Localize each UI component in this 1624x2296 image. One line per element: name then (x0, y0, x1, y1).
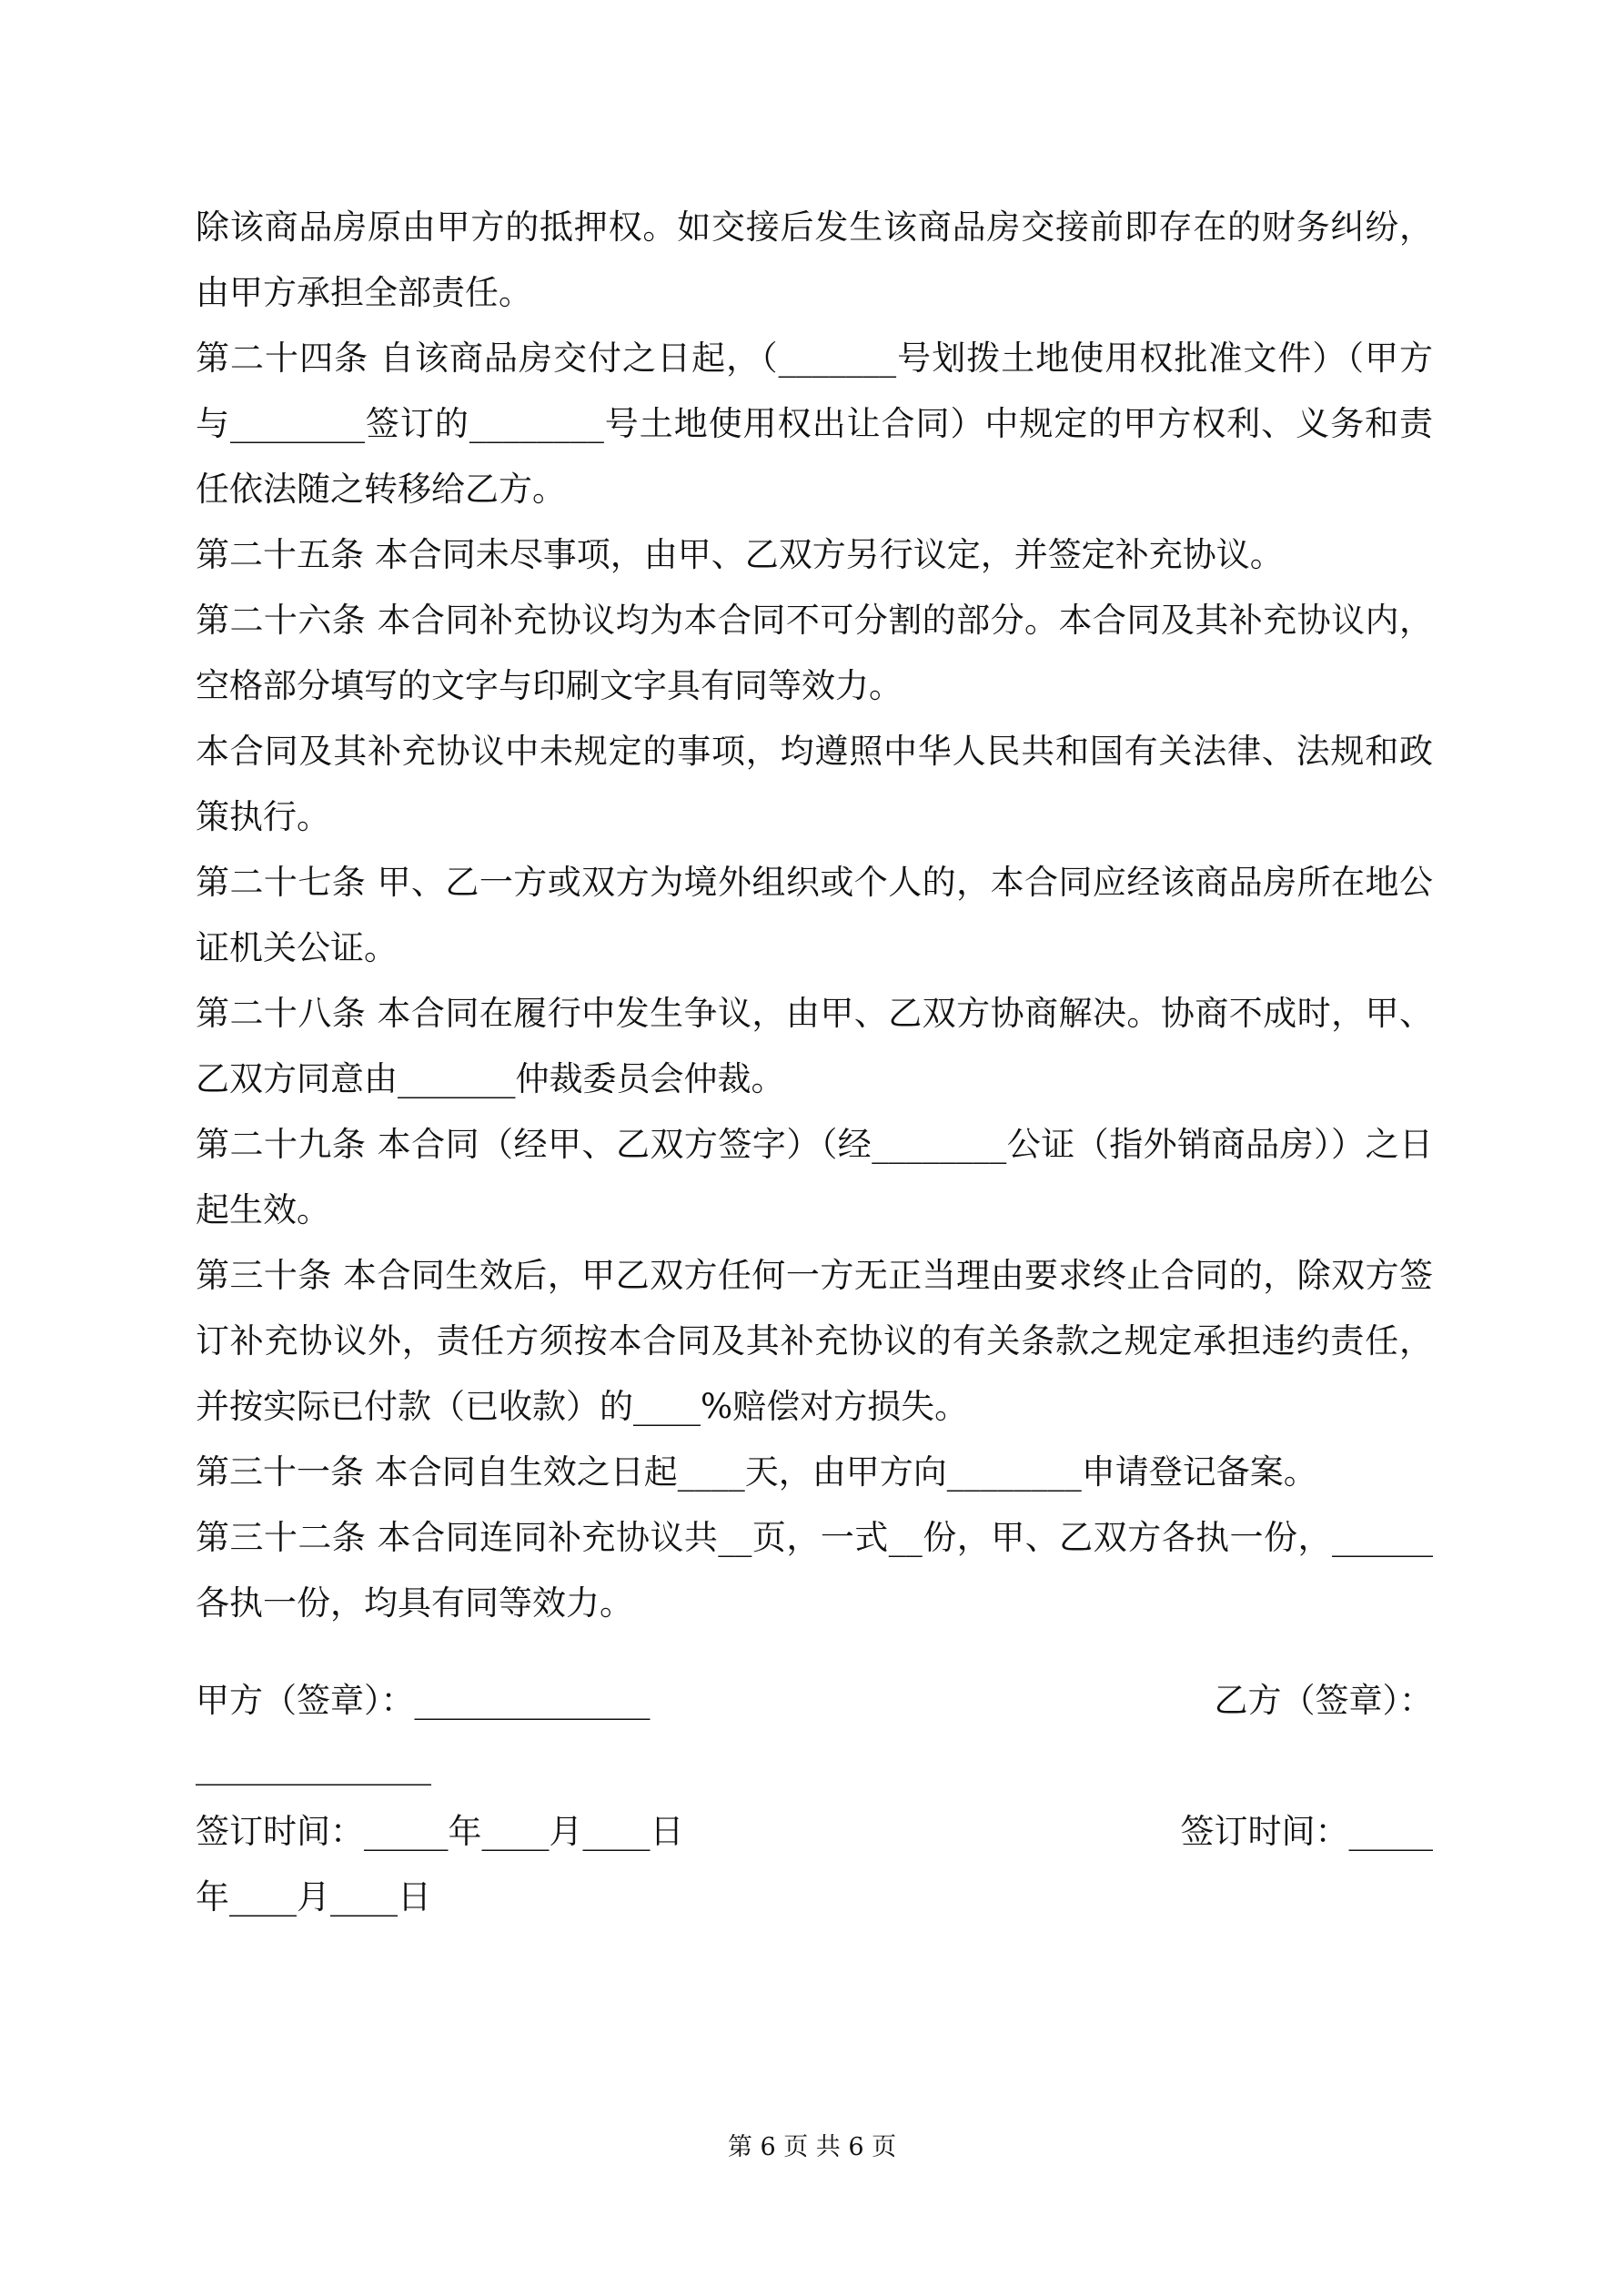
contract-body (196, 195, 1433, 1636)
article-30: 第三十条 本合同生效后，甲乙双方任何一方无正当理由要求终止合同的，除双方签订补充协议外，责任方须按本合同及其补充协议的有关条款之规定承担违约责任，并按实际已付款（已收款）的____%赔偿对方损失。 (196, 1256, 1433, 1426)
article-24: 第二十四条 自该商品房交付之日起，（_______号划拨土地使用权批准文件）（甲方与________签订的________号土地使用权出让合同）中规定的甲方权利、义务和责任依法随之转移给乙方。 (196, 339, 1433, 509)
paragraph-mortgage-liability: 除该商品房原由甲方的抵押权。如交接后发生该商品房交接前即存在的财务纠纷，由甲方承担全部责任。 (196, 207, 1433, 312)
article-29: 第二十九条 本合同（经甲、乙双方签字）（经________公证（指外销商品房））之日起生效。 (196, 1125, 1433, 1229)
article-32: 第三十二条 本合同连同补充协议共__页，一式__份，甲、乙双方各执一份，______各执一份，均具有同等效力。 (196, 1518, 1433, 1623)
party-b-signing-date-rest: 年____月____日 (196, 1877, 431, 1917)
article-26: 第二十六条 本合同补充协议均为本合同不可分割的部分。本合同及其补充协议内，空格部分填写的文字与印刷文字具有同等效力。 (196, 601, 1433, 705)
party-b-signing-date-prefix: 签订时间：_____ (1180, 1812, 1433, 1851)
party-b-signature-line: ______________ (196, 1746, 431, 1785)
signature-block (196, 1668, 1433, 1930)
page-number: 第 6 页 共 6 页 (727, 2133, 897, 2161)
article-31: 第三十一条 本合同自生效之日起____天，由甲方向________申请登记备案。 (196, 1452, 1317, 1492)
paragraph-applicable-law: 本合同及其补充协议中未规定的事项，均遵照中华人民共和国有关法律、法规和政策执行。 (196, 732, 1433, 836)
party-a-signing-date: 签订时间：_____年____月____日 (196, 1812, 684, 1851)
article-28: 第二十八条 本合同在履行中发生争议，由甲、乙双方协商解决。协商不成时，甲、乙双方同意由_______仲裁委员会仲裁。 (196, 994, 1433, 1098)
article-27: 第二十七条 甲、乙一方或双方为境外组织或个人的，本合同应经该商品房所在地公证机关公证。 (196, 863, 1433, 967)
article-25: 第二十五条 本合同未尽事项，由甲、乙双方另行议定，并签定补充协议。 (196, 535, 1284, 574)
party-a-signature: 甲方（签章）：______________ (196, 1681, 651, 1720)
signing-date-row (196, 1799, 1433, 1865)
signature-party-row (196, 1668, 1433, 1734)
party-b-signature: 乙方（签章）： (1214, 1681, 1433, 1720)
